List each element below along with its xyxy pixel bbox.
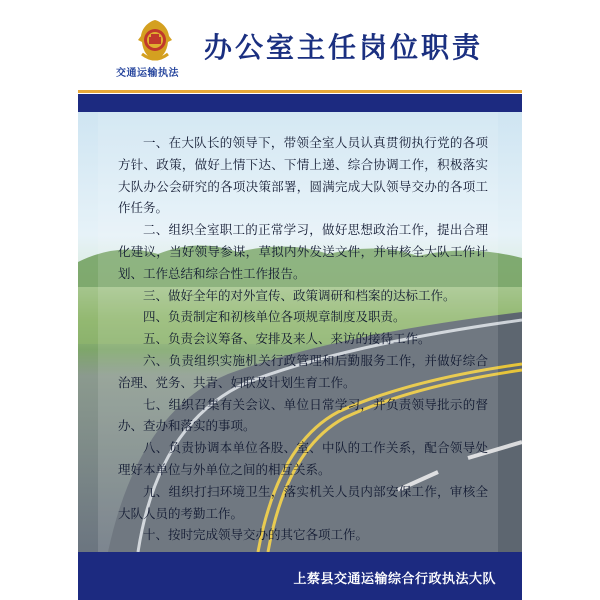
duty-item: 一、在大队长的领导下，带领全室人员认真贯彻执行党的各项方针、政策，做好上情下达、下情上递、综合协调工作，积极落实大队办公会研究的各项决策部署，圆满完成大队领导交办的各项工作任务。 — [118, 135, 488, 216]
duty-list — [118, 132, 488, 546]
duty-poster — [78, 0, 522, 600]
navy-divider — [78, 94, 522, 112]
agency-label: 交通运输执法 — [116, 68, 179, 79]
duty-item: 十、按时完成领导交办的其它各项工作。 — [143, 527, 369, 543]
duty-item: 七、组织召集有关会议、单位日常学习，并负责领导批示的督办、查办和落实的事项。 — [118, 396, 488, 434]
duty-item: 六、负责组织实施机关行政管理和后勤服务工作，并做好综合治理、党务、共青、妇联及计划生育工作。 — [118, 352, 488, 390]
duty-item: 四、负责制定和初核单位各项规章制度及职责。 — [143, 309, 406, 325]
duty-item: 九、组织打扫环境卫生，落实机关人员内部安保工作，审核全大队人员的考勤工作。 — [118, 483, 488, 521]
duty-item: 三、做好全年的对外宣传、政策调研和档案的达标工作。 — [143, 287, 456, 303]
duty-item: 二、组织全室职工的正常学习，做好思想政治工作，提出合理化建议，当好领导参谋，草拟内外发送文件，并审核全大队工作计划、工作总结和综合性工作报告。 — [118, 222, 488, 281]
traffic-enforcement-emblem-icon — [132, 18, 178, 64]
gold-divider — [78, 90, 522, 93]
page-title: 办公室主任岗位职责 — [204, 31, 484, 64]
duty-item: 八、负责协调本单位各股、室、中队的工作关系，配合领导处理好本单位与外单位之间的相互关系。 — [118, 440, 488, 477]
footer-bar — [78, 552, 522, 600]
organization-name: 上蔡县交通运输综合行政执法大队 — [293, 572, 496, 587]
duty-item: 五、负责会议筹备、安排及来人、来访的接待工作。 — [143, 331, 431, 347]
poster-header — [78, 0, 522, 88]
